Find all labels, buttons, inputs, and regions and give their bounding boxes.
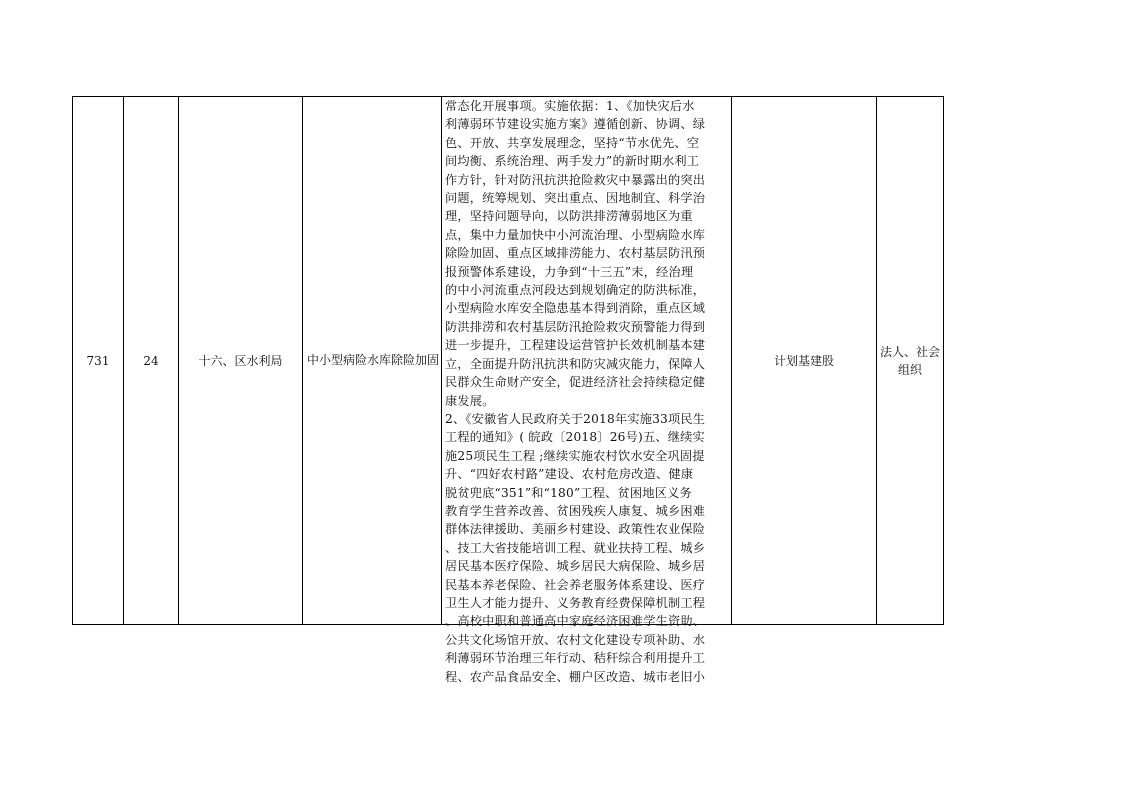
- content-line: 色、开放、共享发展理念，坚持“节水优先、空: [445, 135, 700, 150]
- sub-seq-cell: [124, 97, 179, 625]
- item-name-cell: [303, 97, 442, 625]
- content-cell: [442, 97, 732, 684]
- content-line: 除险加固、重点区域排涝能力、农村基层防汛预: [445, 246, 706, 261]
- content-line: 民基本养老保险、社会养老服务体系建设、医疗: [445, 577, 706, 592]
- seq-cell: [73, 97, 124, 625]
- content-line: 工程的通知》( 皖政〔2018〕26号)五、继续实: [445, 430, 705, 445]
- content-line: 利薄弱环节治理三年行动、秸秆综合利用提升工: [445, 651, 706, 666]
- sub-seq-number: 24: [143, 353, 159, 368]
- content-line: 常态化开展事项。实施依据：1、《加快灾后水: [445, 99, 695, 113]
- content-line: 程、农产品食品安全、棚户区改造、城市老旧小: [445, 669, 706, 684]
- content-line: 升、“四好农村路”建设、农村危房改造、健康: [445, 467, 694, 482]
- content-line: 教育学生营养改善、贫困残疾人康复、城乡困难: [445, 503, 706, 518]
- content-line: 报预警体系建设，力争到“十三五”末，经治理: [445, 264, 694, 279]
- content-line: 理，坚持问题导向，以防洪排涝薄弱地区为重: [445, 209, 693, 224]
- content-line: 居民基本医疗保险、城乡居民大病保险、城乡居: [445, 559, 706, 574]
- content-line: 脱贫兜底“351”和“180”工程、贫困地区义务: [445, 485, 692, 500]
- content-line: 群体法律援助、美丽乡村建设、政策性农业保险: [445, 522, 706, 537]
- content-line: 施25项民生工程 ;继续实施农村饮水安全巩固提: [445, 448, 705, 463]
- content-line: 小型病险水库安全隐患基本得到消除，重点区域: [445, 301, 706, 316]
- content-line: 立，全面提升防汛抗洪和防灾减灾能力，保障人: [445, 356, 706, 371]
- content-line: 康发展。: [445, 393, 495, 408]
- content-line: 进一步提升，工程建设运营管护长效机制基本建: [445, 338, 706, 353]
- content-line: 作方针，针对防汛抗洪抢险救灾中暴露出的突出: [445, 172, 706, 187]
- responsible-unit-cell: [732, 97, 877, 625]
- department-name: 十六、区水利局: [198, 354, 283, 368]
- content-line: 公共文化场馆开放、农村文化建设专项补助、水: [445, 632, 706, 647]
- target-cell: [877, 97, 944, 625]
- content-line: 的中小河流重点河段达到规划确定的防洪标准，: [445, 283, 706, 298]
- target-subject: 法人、社会组织: [879, 344, 940, 377]
- content-line: 点，集中力量加快中小河流治理、小型病险水库: [445, 227, 706, 242]
- item-name: 中小型病险水库除险加固: [307, 353, 440, 367]
- content-line: 问题，统筹规划、突出重点、因地制宜、科学治: [445, 191, 706, 206]
- content-line: 间均衡、系统治理、两手发力”的新时期水利工: [445, 154, 700, 169]
- responsible-unit: 计划基建股: [773, 354, 834, 368]
- content-line: 2、《安徽省人民政府关于2018年实施33项民生: [445, 411, 706, 426]
- content-text: [442, 97, 731, 684]
- content-line: 利薄弱环节建设实施方案》遵循创新、协调、绿: [445, 117, 706, 132]
- content-line: 民群众生命财产安全，促进经济社会持续稳定健: [445, 375, 706, 390]
- content-line: 卫生人才能力提升、义务教育经费保障机制工程: [445, 595, 706, 610]
- content-line: 、技工大省技能培训工程、就业扶持工程、城乡: [445, 540, 706, 555]
- content-line: 、高校中职和普通高中家庭经济困难学生资助、: [445, 614, 706, 629]
- seq-number: 731: [86, 353, 110, 368]
- department-cell: [179, 97, 303, 625]
- matters-table: [72, 96, 944, 684]
- content-line: 防洪排涝和农村基层防汛抢险救灾预警能力得到: [445, 319, 706, 334]
- table-row: [73, 97, 944, 625]
